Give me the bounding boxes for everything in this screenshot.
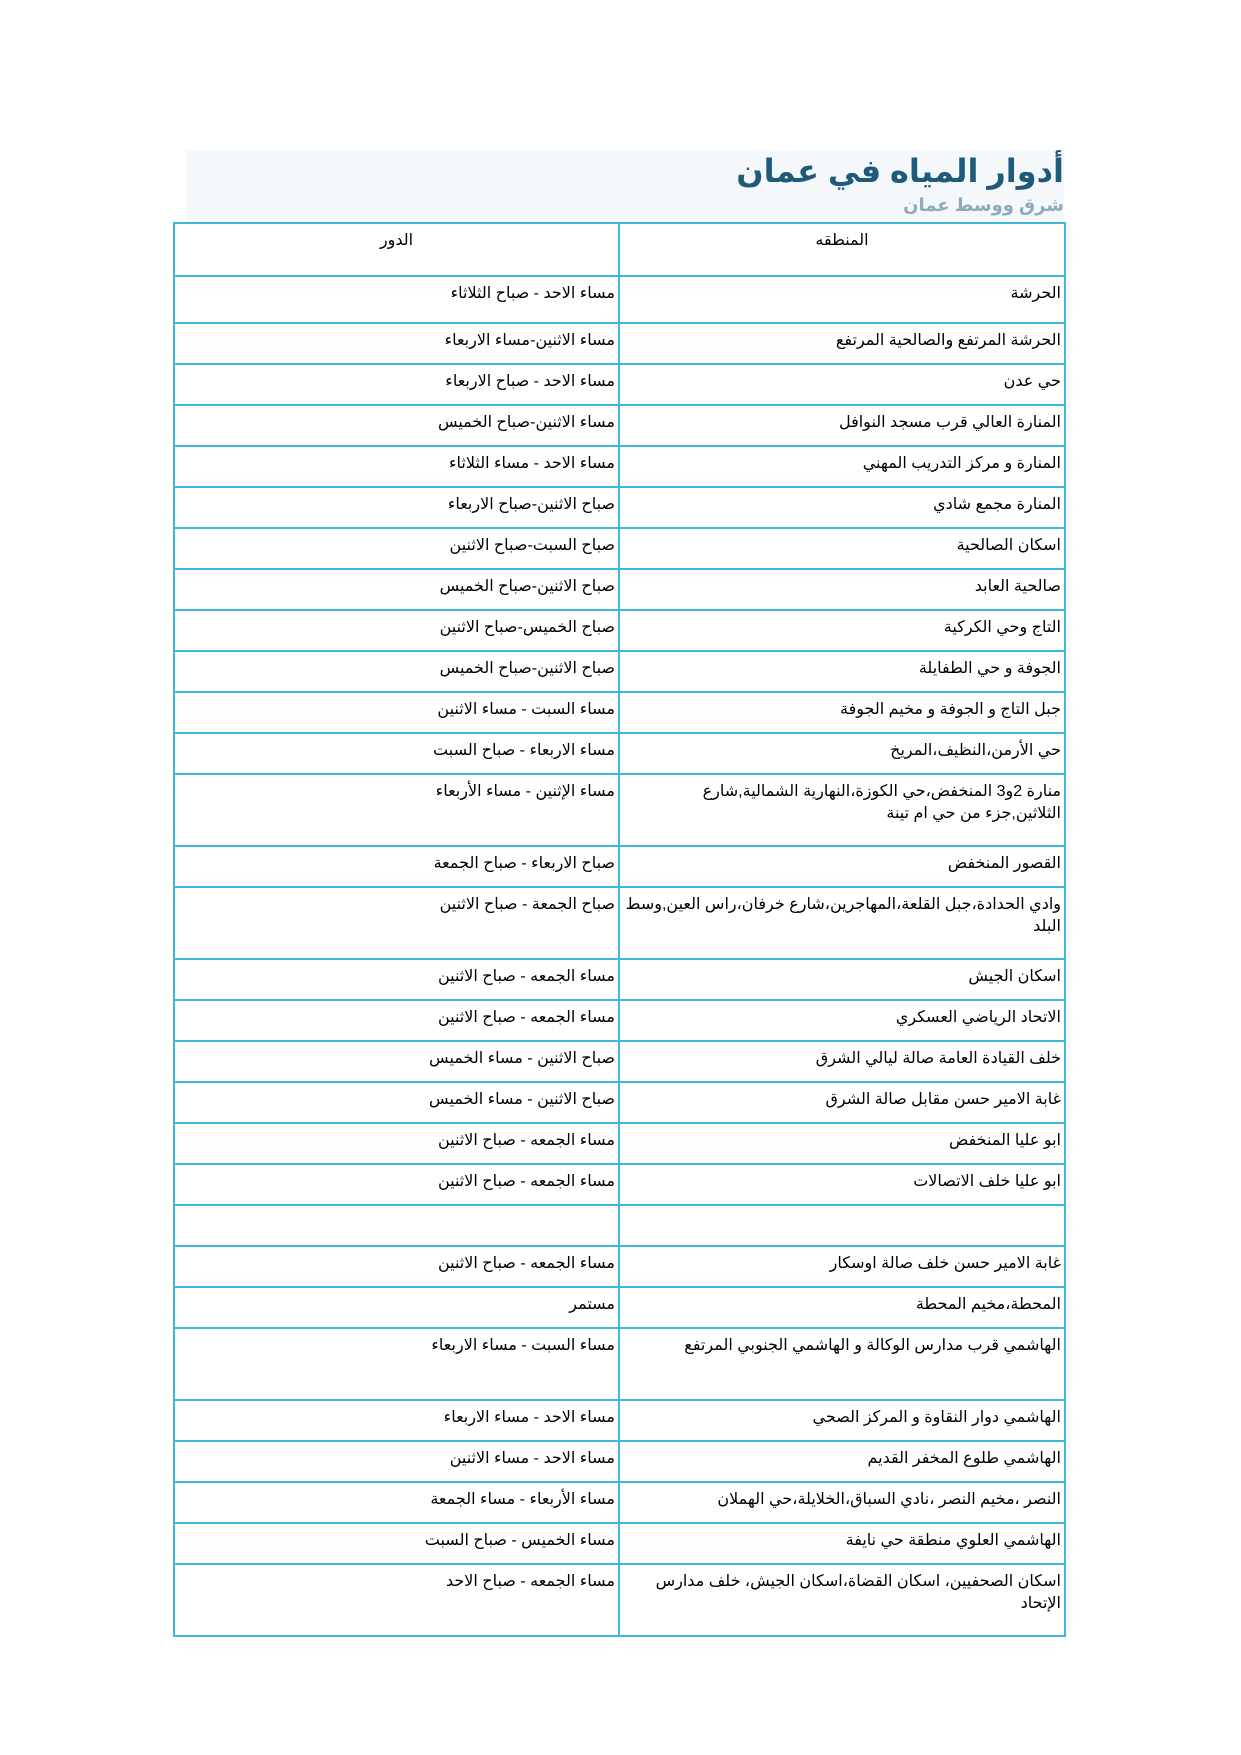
table-row bbox=[174, 692, 1065, 733]
area-cell: منارة 2و3 المنخفض،حي الكوزة،النهارية الشمالية,شارع الثلاثين,جزء من حي ام تينة bbox=[619, 774, 1065, 846]
schedule-cell: مساء الاحد - مساء الاثنين bbox=[174, 1441, 619, 1482]
table-row bbox=[174, 651, 1065, 692]
table-row bbox=[174, 364, 1065, 405]
table-row bbox=[174, 1123, 1065, 1164]
area-cell: غابة الامير حسن مقابل صالة الشرق bbox=[619, 1082, 1065, 1123]
area-cell: المنارة و مركز التدريب المهني bbox=[619, 446, 1065, 487]
table-row bbox=[174, 1564, 1065, 1636]
schedule-cell: صباح الاربعاء - صباح الجمعة bbox=[174, 846, 619, 887]
area-cell: الهاشمي دوار النقاوة و المركز الصحي bbox=[619, 1400, 1065, 1441]
area-cell: المحطة،مخيم المحطة bbox=[619, 1287, 1065, 1328]
area-cell: صالحية العابد bbox=[619, 569, 1065, 610]
schedule-cell: مساء الجمعه - صباح الاثنين bbox=[174, 1164, 619, 1205]
area-cell bbox=[619, 1205, 1065, 1246]
table-row bbox=[174, 1287, 1065, 1328]
schedule-cell: مساء الإثنين - مساء الأربعاء bbox=[174, 774, 619, 846]
area-cell: الجوفة و حي الطفايلة bbox=[619, 651, 1065, 692]
table-row bbox=[174, 528, 1065, 569]
table-row bbox=[174, 1482, 1065, 1523]
area-cell: اسكان الصحفيين، اسكان القضاة،اسكان الجيش، خلف مدارس الإتحاد bbox=[619, 1564, 1065, 1636]
schedule-cell: صباح الاثنين-صباح الخميس bbox=[174, 569, 619, 610]
schedule-cell: صباح الاثنين - مساء الخميس bbox=[174, 1041, 619, 1082]
schedule-cell: صباح الاثنين-صباح الاربعاء bbox=[174, 487, 619, 528]
table-row bbox=[174, 405, 1065, 446]
table-row bbox=[174, 446, 1065, 487]
area-cell: الحرشة bbox=[619, 276, 1065, 323]
area-cell: الحرشة المرتفع والصالحية المرتفع bbox=[619, 323, 1065, 364]
table-row bbox=[174, 569, 1065, 610]
table-row bbox=[174, 1041, 1065, 1082]
header-area: المنطقه bbox=[619, 223, 1065, 276]
table-row bbox=[174, 733, 1065, 774]
area-cell: الهاشمي طلوع المخفر القديم bbox=[619, 1441, 1065, 1482]
area-cell: جبل التاج و الجوفة و مخيم الجوفة bbox=[619, 692, 1065, 733]
schedule-cell: مساء الخميس - صباح السبت bbox=[174, 1523, 619, 1564]
table-row bbox=[174, 1328, 1065, 1400]
table-row bbox=[174, 887, 1065, 959]
schedule-cell: صباح السبت-صباح الاثنين bbox=[174, 528, 619, 569]
table-row bbox=[174, 323, 1065, 364]
area-cell: النصر ،مخيم النصر ،نادي السباق،الخلايلة،حي الهملان bbox=[619, 1482, 1065, 1523]
schedule-cell: مساء الاحد - صباح الاربعاء bbox=[174, 364, 619, 405]
schedule-cell: مساء الجمعه - صباح الاثنين bbox=[174, 1000, 619, 1041]
area-cell: القصور المنخفض bbox=[619, 846, 1065, 887]
schedule-cell: مساء الاثنين-صباح الخميس bbox=[174, 405, 619, 446]
table-row bbox=[174, 1441, 1065, 1482]
area-cell: الهاشمي العلوي منطقة حي نايفة bbox=[619, 1523, 1065, 1564]
page-subtitle: شرق ووسط عمان bbox=[903, 195, 1064, 215]
schedule-cell: صباح الجمعة - صباح الاثنين bbox=[174, 887, 619, 959]
table-row bbox=[174, 276, 1065, 323]
area-cell: اسكان الصالحية bbox=[619, 528, 1065, 569]
table-row bbox=[174, 610, 1065, 651]
area-cell: المنارة مجمع شادي bbox=[619, 487, 1065, 528]
table-row bbox=[174, 1246, 1065, 1287]
table-row bbox=[174, 1082, 1065, 1123]
table-row bbox=[174, 774, 1065, 846]
schedule-cell: مساء السبت - مساء الاثنين bbox=[174, 692, 619, 733]
table-row bbox=[174, 959, 1065, 1000]
table-row bbox=[174, 1400, 1065, 1441]
table-header-row bbox=[174, 223, 1065, 276]
area-cell: اسكان الجيش bbox=[619, 959, 1065, 1000]
schedule-cell: مساء الاثنين-مساء الاربعاء bbox=[174, 323, 619, 364]
table-row bbox=[174, 1523, 1065, 1564]
water-schedule-table bbox=[173, 222, 1066, 1637]
schedule-cell: مساء الجمعه - صباح الاثنين bbox=[174, 959, 619, 1000]
area-cell: حي الأرمن،النظيف،المريخ bbox=[619, 733, 1065, 774]
schedule-cell: مساء الاحد - مساء الثلاثاء bbox=[174, 446, 619, 487]
area-cell: الهاشمي قرب مدارس الوكالة و الهاشمي الجنوبي المرتفع bbox=[619, 1328, 1065, 1400]
schedule-cell bbox=[174, 1205, 619, 1246]
table-row bbox=[174, 1164, 1065, 1205]
area-cell: ابو عليا المنخفض bbox=[619, 1123, 1065, 1164]
area-cell: التاج وحي الكركية bbox=[619, 610, 1065, 651]
schedule-cell: مساء الاربعاء - صباح السبت bbox=[174, 733, 619, 774]
schedule-cell: مساء الجمعه - صباح الاثنين bbox=[174, 1246, 619, 1287]
area-cell: وادي الحدادة،جبل القلعة،المهاجرين،شارع خرفان،راس العين,وسط البلد bbox=[619, 887, 1065, 959]
schedule-cell: صباح الاثنين-صباح الخميس bbox=[174, 651, 619, 692]
table-row bbox=[174, 846, 1065, 887]
area-cell: ابو عليا خلف الاتصالات bbox=[619, 1164, 1065, 1205]
area-cell: حي عدن bbox=[619, 364, 1065, 405]
schedule-cell: مساء الاحد - مساء الاربعاء bbox=[174, 1400, 619, 1441]
schedule-cell: مساء الأربعاء - مساء الجمعة bbox=[174, 1482, 619, 1523]
table-row bbox=[174, 1205, 1065, 1246]
page-title: أدوار المياه في عمان bbox=[736, 153, 1064, 189]
table-row bbox=[174, 487, 1065, 528]
area-cell: غابة الامير حسن خلف صالة اوسكار bbox=[619, 1246, 1065, 1287]
schedule-cell: مساء الجمعه - صباح الاثنين bbox=[174, 1123, 619, 1164]
schedule-cell: مساء السبت - مساء الاربعاء bbox=[174, 1328, 619, 1400]
area-cell: المنارة العالي قرب مسجد النوافل bbox=[619, 405, 1065, 446]
schedule-cell: صباح الاثنين - مساء الخميس bbox=[174, 1082, 619, 1123]
header-schedule: الدور bbox=[174, 223, 619, 276]
area-cell: خلف القيادة العامة صالة ليالي الشرق bbox=[619, 1041, 1065, 1082]
area-cell: الاتحاد الرياضي العسكري bbox=[619, 1000, 1065, 1041]
schedule-cell: صباح الخميس-صباح الاثنين bbox=[174, 610, 619, 651]
schedule-cell: مساء الجمعه - صباح الاحد bbox=[174, 1564, 619, 1636]
table-row bbox=[174, 1000, 1065, 1041]
schedule-cell: مستمر bbox=[174, 1287, 619, 1328]
schedule-cell: مساء الاحد - صباح الثلاثاء bbox=[174, 276, 619, 323]
